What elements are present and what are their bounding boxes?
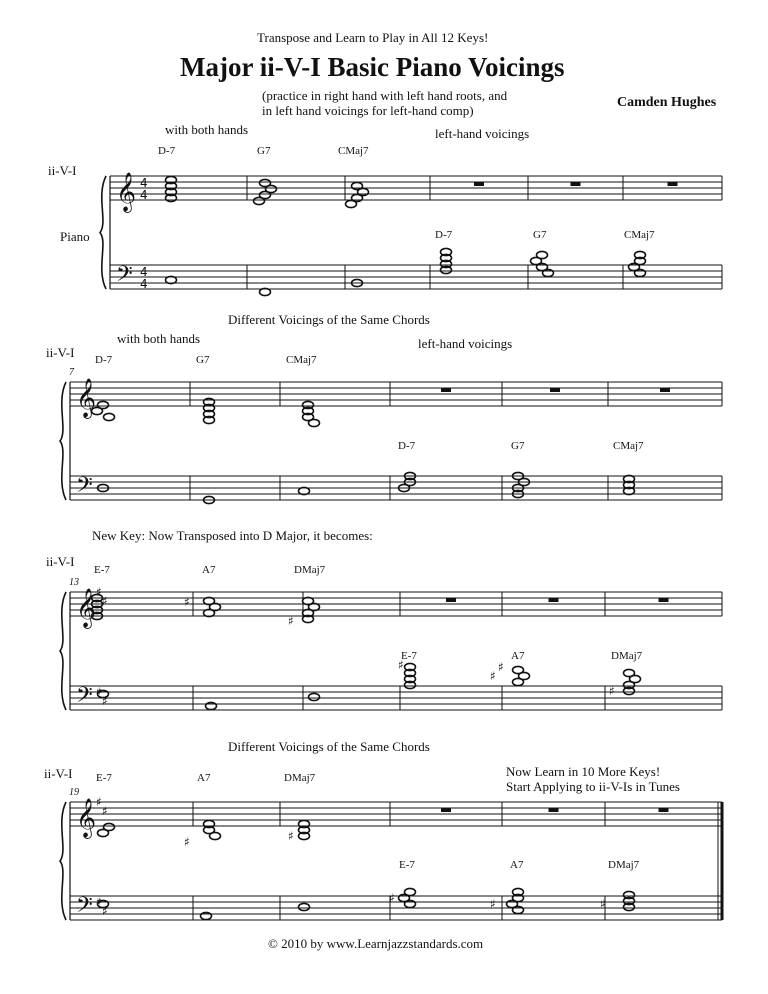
sharp-accidental: ♯ [102,804,108,818]
section-both-hands: with both hands [165,122,249,137]
whole-rest [549,808,559,812]
page-title: Major ii-V-I Basic Piano Voicings [180,52,565,82]
time-signature: 4 [140,176,148,190]
copyright-footer: © 2010 by www.Learnjazzstandards.com [268,936,484,951]
chord-symbol: A7 [510,859,524,871]
learn-more-note: Start Applying to ii-V-Is in Tunes [506,779,680,794]
time-signature: 4 [140,277,148,291]
whole-rest [474,182,484,186]
chord-symbol: DMaj7 [611,650,643,662]
chord-symbol: A7 [511,650,525,662]
chord-symbol: E-7 [401,650,417,662]
bass-clef: 𝄢 [76,683,93,713]
whole-note [635,269,646,276]
chord-symbol: CMaj7 [613,440,644,452]
sharp-accidental: ♯ [288,829,294,843]
bass-clef: 𝄢 [76,473,93,503]
sharp-accidental: ♯ [96,895,102,909]
sharp-accidental: ♯ [398,658,404,672]
whole-note [210,832,221,839]
system-label: ii-V-I [48,163,77,178]
learn-more-note: Now Learn in 10 More Keys! [506,764,661,779]
section-heading: Different Voicings of the Same Chords [228,739,430,754]
whole-note [309,693,320,700]
whole-note [346,200,357,207]
whole-rest [441,388,451,392]
chord-symbol: E-7 [96,772,112,784]
sharp-accidental: ♯ [102,594,108,608]
treble-clef: 𝄞 [76,588,97,628]
whole-note [309,419,320,426]
chord-symbol: G7 [257,145,271,157]
chord-symbol: D-7 [158,145,176,157]
whole-rest [668,182,678,186]
system-label: ii-V-I [46,554,75,569]
chord-symbol: D-7 [435,229,453,241]
instructions-line-1: (practice in right hand with left hand roots, and [262,88,508,103]
chord-symbol: G7 [196,354,210,366]
sharp-accidental: ♯ [96,795,102,809]
section-left-hand: left-hand voicings [418,336,513,351]
chord-symbol: G7 [511,440,525,452]
whole-rest [550,388,560,392]
whole-note [104,413,115,420]
chord-symbol: DMaj7 [294,564,326,576]
brace [60,382,66,500]
chord-symbol: CMaj7 [624,229,655,241]
subtitle: Transpose and Learn to Play in All 12 Keys! [257,30,489,45]
time-signature: 4 [140,265,148,279]
brace [100,176,106,289]
time-signature: 4 [140,188,148,202]
bass-clef: 𝄢 [116,262,133,292]
whole-rest [571,182,581,186]
sharp-accidental: ♯ [184,595,190,609]
whole-rest [549,598,559,602]
sharp-accidental: ♯ [490,669,496,683]
treble-clef: 𝄞 [76,798,97,838]
whole-rest [659,598,669,602]
chord-symbol: A7 [197,772,211,784]
sharp-accidental: ♯ [498,660,504,674]
sharp-accidental: ♯ [184,835,190,849]
chord-symbol: CMaj7 [338,145,369,157]
section-heading: New Key: Now Transposed into D Major, it becomes: [92,528,373,543]
sharp-accidental: ♯ [389,891,395,905]
instructions-line-2: in left hand voicings for left-hand comp) [262,103,474,118]
whole-note [299,903,310,910]
treble-clef: 𝄞 [116,172,137,212]
sharp-accidental: ♯ [490,897,496,911]
instrument-label: Piano [60,229,90,244]
measure-number: 19 [69,787,79,798]
sharp-accidental: ♯ [600,897,606,911]
whole-note [98,829,109,836]
bass-clef: 𝄢 [76,893,93,923]
sharp-accidental: ♯ [96,685,102,699]
chord-symbol: CMaj7 [286,354,317,366]
whole-note [206,702,217,709]
section-both-hands: with both hands [117,331,201,346]
whole-rest [660,388,670,392]
system-label: ii-V-I [44,766,73,781]
whole-note [513,678,524,685]
whole-rest [659,808,669,812]
whole-note [201,912,212,919]
whole-rest [441,808,451,812]
whole-note [405,900,416,907]
measure-number: 7 [69,367,74,378]
chord-symbol: G7 [533,229,547,241]
brace [60,592,66,710]
sharp-accidental: ♯ [609,684,615,698]
whole-note [543,269,554,276]
section-left-hand: left-hand voicings [435,126,530,141]
whole-rest [446,598,456,602]
brace [60,802,66,920]
whole-note [513,906,524,913]
sharp-accidental: ♯ [102,904,108,918]
whole-note [254,197,265,204]
measure-number: 13 [69,577,79,588]
chord-symbol: D-7 [95,354,113,366]
chord-symbol: E-7 [94,564,110,576]
chord-symbol: D-7 [398,440,416,452]
section-heading: Different Voicings of the Same Chords [228,312,430,327]
treble-clef: 𝄞 [76,378,97,418]
sharp-accidental: ♯ [288,614,294,628]
chord-symbol: DMaj7 [608,859,640,871]
composer-name: Camden Hughes [617,95,717,110]
chord-symbol: A7 [202,564,216,576]
sharp-accidental: ♯ [102,694,108,708]
chord-symbol: DMaj7 [284,772,316,784]
system-label: ii-V-I [46,345,75,360]
sharp-accidental: ♯ [96,585,102,599]
chord-symbol: E-7 [399,859,415,871]
